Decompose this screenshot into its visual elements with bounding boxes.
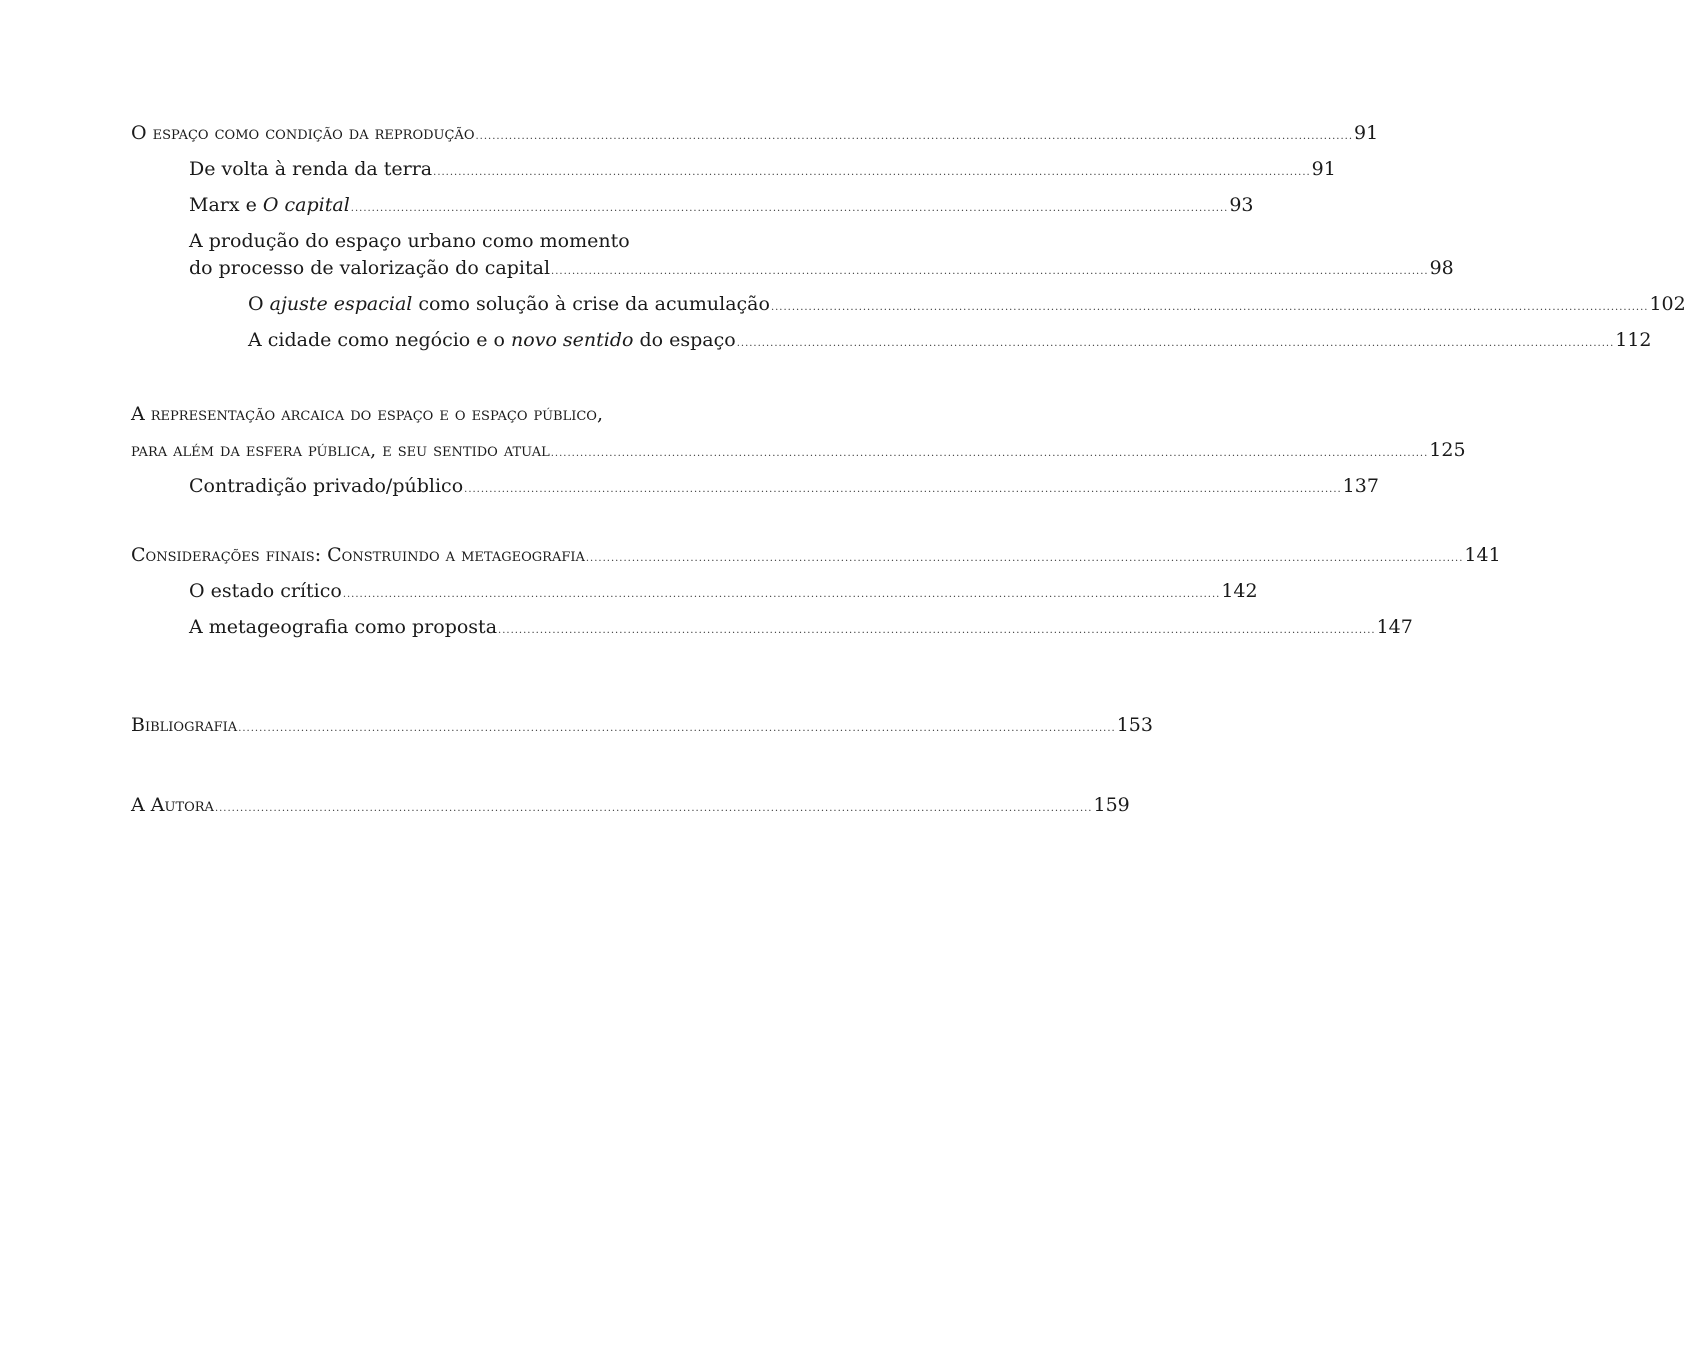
table-of-contents <box>131 117 1686 825</box>
toc-entry-page: 98 <box>1429 257 1454 279</box>
toc-entry-title: Contradição privado/público <box>189 475 464 497</box>
spacer <box>131 647 812 709</box>
toc-entry-section-3[interactable] <box>131 539 1501 575</box>
toc-entry-subsubsection[interactable] <box>131 288 1686 324</box>
toc-entry-title: A metageografia como proposta <box>189 616 498 638</box>
toc-entry-subsection[interactable] <box>131 470 1379 506</box>
toc-entry-section-1[interactable] <box>131 117 1379 153</box>
toc-entry-author[interactable] <box>131 789 1130 825</box>
dot-leader: .................................................................................................................................................................................................................. <box>498 625 1376 636</box>
toc-entry-subsection[interactable] <box>131 575 1258 611</box>
title-part: A cidade como negócio e o <box>248 329 512 351</box>
toc-entry-subsection[interactable] <box>131 611 1413 647</box>
toc-entry-title: De volta à renda da terra <box>189 158 433 180</box>
toc-entry-page: 153 <box>1116 714 1153 736</box>
toc-entry-title-line2: para além da esfera pública, e seu sentido atual <box>131 439 550 461</box>
title-italic: novo sentido <box>511 329 634 351</box>
title-italic: ajuste espacial <box>269 293 413 315</box>
toc-entry-title-line1: A representação arcaica do espaço e o espaço público, <box>131 403 603 425</box>
dot-leader: .................................................................................................................................................................................................................. <box>736 338 1615 349</box>
dot-leader: .................................................................................................................................................................................................................. <box>238 723 1116 734</box>
dot-leader: .................................................................................................................................................................................................................. <box>585 553 1464 564</box>
toc-entry-subsubsection[interactable] <box>131 324 1652 360</box>
toc-entry-title <box>189 189 350 222</box>
toc-entry-title <box>248 288 770 321</box>
spacer <box>131 506 812 539</box>
dot-leader: .................................................................................................................................................................................................................. <box>433 167 1311 178</box>
dot-leader: .................................................................................................................................................................................................................. <box>550 448 1429 459</box>
toc-entry-title: Considerações finais: Construindo a metageografia <box>131 544 585 566</box>
dot-leader: .................................................................................................................................................................................................................. <box>770 302 1649 313</box>
spacer <box>131 745 812 789</box>
toc-entry-subsection[interactable] <box>131 189 1254 225</box>
toc-entry-line2 <box>189 255 1454 285</box>
toc-entry-title: O estado crítico <box>189 580 342 602</box>
toc-entry-page: 112 <box>1615 329 1652 351</box>
toc-entry-title-line1: A produção do espaço urbano como momento <box>189 230 630 252</box>
toc-entry-section-2-line1[interactable] <box>131 394 812 434</box>
dot-leader: .................................................................................................................................................................................................................. <box>551 266 1429 277</box>
toc-entry-page: 147 <box>1376 616 1413 638</box>
title-part: Marx e <box>189 194 263 216</box>
toc-entry-title: O espaço como condição da reprodução <box>131 122 475 144</box>
toc-entry-page: 159 <box>1093 794 1130 816</box>
toc-entry-subsection[interactable] <box>131 153 1336 189</box>
title-italic: O capital <box>262 194 350 216</box>
toc-entry-title: Bibliografia <box>131 714 238 736</box>
toc-entry-title <box>248 324 736 357</box>
toc-entry-subsection-multiline[interactable] <box>131 228 1454 285</box>
toc-entry-title-line2: do processo de valorização do capital <box>189 257 551 279</box>
dot-leader: .................................................................................................................................................................................................................. <box>475 131 1354 142</box>
spacer <box>131 360 812 394</box>
toc-entry-page: 93 <box>1229 194 1254 216</box>
title-part: do espaço <box>633 329 736 351</box>
toc-entry-page: 141 <box>1464 544 1501 566</box>
toc-entry-title: A Autora <box>131 794 214 816</box>
toc-entry-page: 142 <box>1221 580 1258 602</box>
toc-entry-section-2-line2[interactable] <box>131 434 1466 470</box>
title-part: como solução à crise da acumulação <box>412 293 770 315</box>
toc-entry-page: 102 <box>1649 293 1686 315</box>
dot-leader: .................................................................................................................................................................................................................. <box>214 803 1093 814</box>
title-part: O <box>248 293 270 315</box>
toc-entry-page: 91 <box>1311 158 1336 180</box>
dot-leader: .................................................................................................................................................................................................................. <box>464 484 1342 495</box>
toc-entry-page: 137 <box>1342 475 1379 497</box>
dot-leader: .................................................................................................................................................................................................................. <box>342 589 1221 600</box>
dot-leader: .................................................................................................................................................................................................................. <box>350 203 1229 214</box>
toc-entry-page: 91 <box>1354 122 1379 144</box>
toc-entry-bibliography[interactable] <box>131 709 1153 745</box>
toc-entry-page: 125 <box>1429 439 1466 461</box>
